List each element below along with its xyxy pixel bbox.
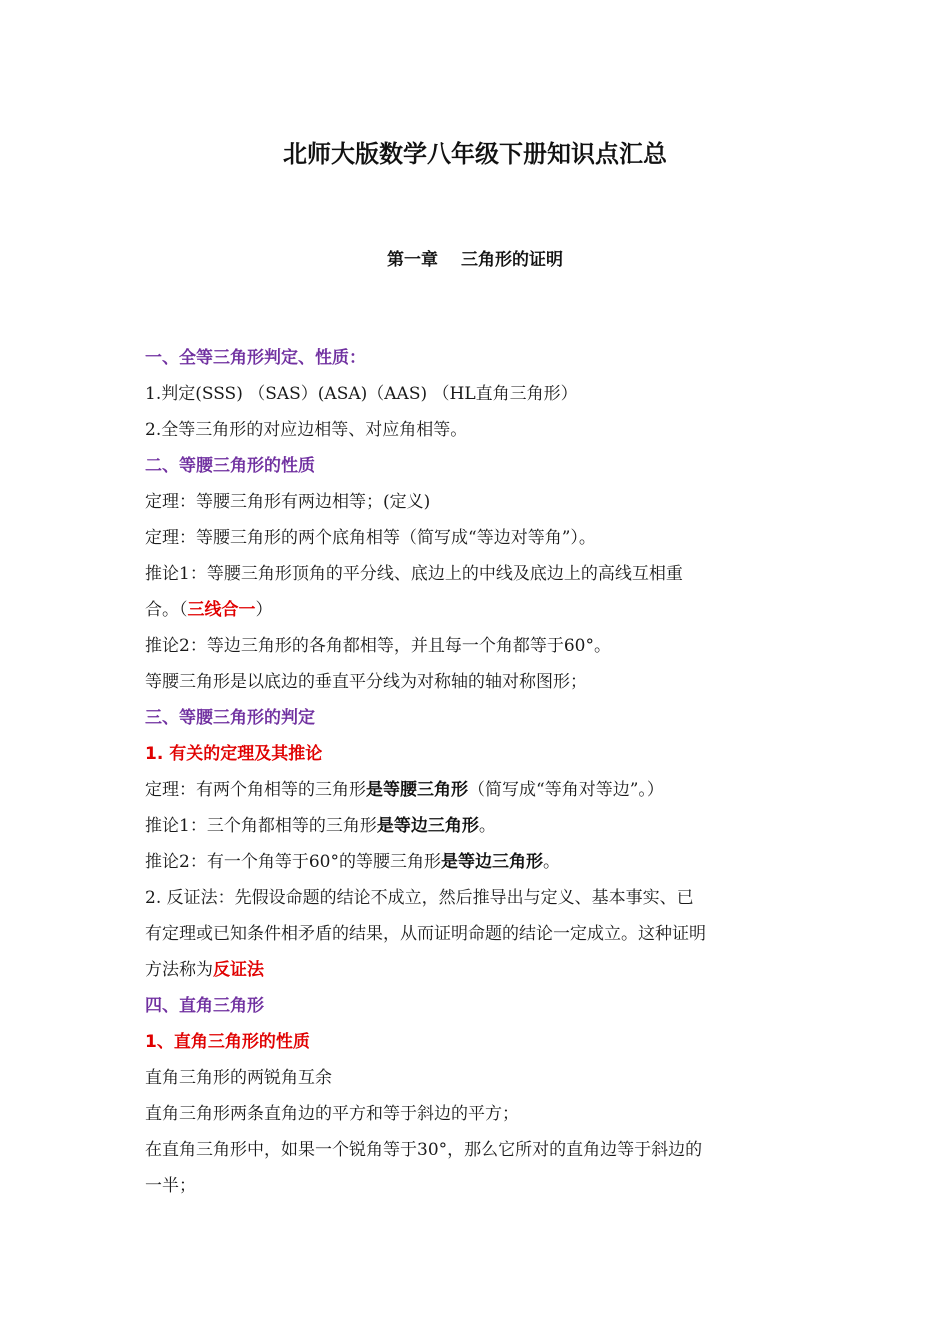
text-run: （简写成“等角对等边”。） (468, 780, 664, 800)
chapter-heading: 第一章 三角形的证明 (387, 250, 563, 270)
paragraph-line: 1.判定(SSS) （SAS）(ASA)（AAS) （HL直角三角形） (145, 384, 578, 404)
subsection-heading: 1. 有关的定理及其推论 (145, 744, 323, 764)
paragraph-line (145, 952, 810, 988)
section-heading: 二、等腰三角形的性质 (145, 456, 315, 476)
paragraph-line (145, 808, 810, 844)
paragraph-line: 定理：等腰三角形有两边相等；(定义) (145, 492, 431, 512)
bold-text: 是等边三角形 (376, 816, 479, 836)
subsection-heading: 1、直角三角形的性质 (145, 1032, 310, 1052)
paragraph-line (145, 592, 810, 628)
highlight-text: 三线合一 (187, 600, 256, 620)
paragraph-line: 2.全等三角形的对应边相等、对应角相等。 (145, 420, 468, 440)
highlight-text: 反证法 (213, 960, 264, 980)
text-run: 定理：有两个角相等的三角形 (145, 780, 366, 800)
document-title: 北师大版数学八年级下册知识点汇总 (283, 140, 667, 168)
paragraph-line: 等腰三角形是以底边的垂直平分线为对称轴的轴对称图形； (145, 672, 587, 692)
bold-text: 是等腰三角形 (366, 780, 468, 800)
document-body (145, 340, 810, 1204)
paragraph-line: 推论1：等腰三角形顶角的平分线、底边上的中线及底边上的高线互相重 (145, 564, 683, 584)
paragraph-line: 直角三角形两条直角边的平方和等于斜边的平方； (145, 1104, 519, 1124)
paragraph-line: 2. 反证法：先假设命题的结论不成立，然后推导出与定义、基本事实、已 (145, 888, 694, 908)
paragraph-line (145, 772, 810, 808)
text-run: 。 (478, 816, 496, 836)
text-run: 合。（ (145, 600, 188, 620)
paragraph-line: 有定理或已知条件相矛盾的结果，从而证明命题的结论一定成立。这种证明 (145, 924, 706, 944)
paragraph-line: 一半； (145, 1176, 196, 1196)
section-heading: 三、等腰三角形的判定 (145, 708, 315, 728)
text-run: 。 (542, 852, 560, 872)
paragraph-line (145, 844, 810, 880)
text-run: 推论1：三个角都相等的三角形 (145, 816, 377, 836)
text-run: ） (255, 600, 273, 620)
text-run: 推论2：有一个角等于60°的等腰三角形 (145, 852, 441, 872)
bold-text: 是等边三角形 (440, 852, 543, 872)
text-run: 方法称为 (145, 960, 213, 980)
paragraph-line: 推论2：等边三角形的各角都相等，并且每一个角都等于60°。 (145, 636, 611, 656)
paragraph-line: 定理：等腰三角形的两个底角相等（简写成“等边对等角”）。 (145, 528, 596, 548)
section-heading: 一、全等三角形判定、性质： (145, 348, 366, 368)
section-heading: 四、直角三角形 (145, 996, 264, 1016)
paragraph-line: 直角三角形的两锐角互余 (145, 1068, 332, 1088)
paragraph-line: 在直角三角形中，如果一个锐角等于30°，那么它所对的直角边等于斜边的 (145, 1140, 703, 1160)
